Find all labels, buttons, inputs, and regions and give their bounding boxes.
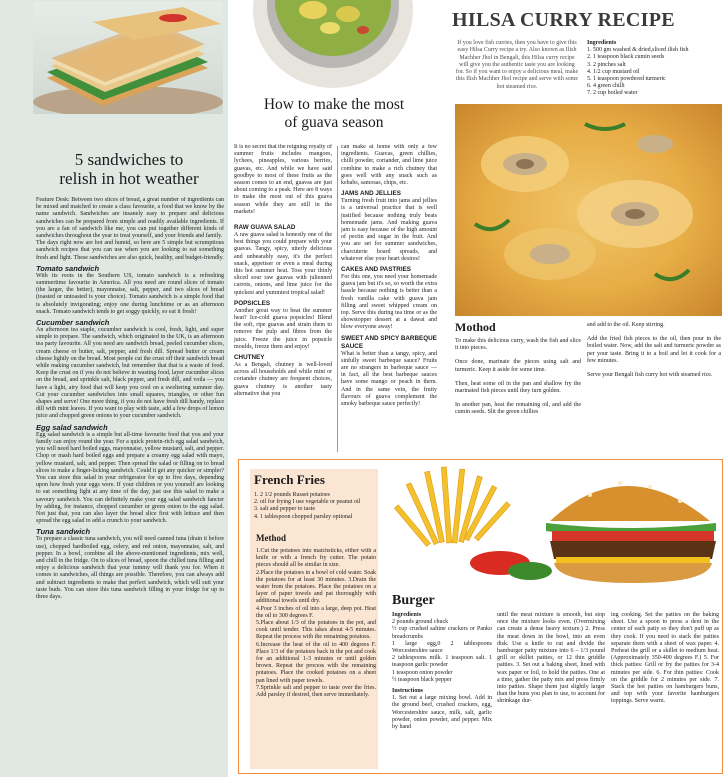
guava-intro: It is no secret that the reigning royalty of summer fruits includes mangoes, lychees, pineapples, various berries, guavas, etc. And while we have said goodbye to most of these fruits as the season comes to an end, guavas are just about coming to a peak. Here are 8 ways to make the most out of this guava season while they are still in the markets! (234, 144, 332, 215)
raw-salad-heading: RAW GUAVA SALAD (234, 224, 296, 232)
popsicles-text: Another great way to beat the summer heat? Ice-cold guava popsicles! Blend the soft, ripe guavas and strain them to remove the pulp and fibres from the juice. Freeze the juice in popsicle moulds, freeze them and enjoy! (234, 307, 332, 350)
guava-bowl-photo (238, 0, 428, 92)
cakes-text: For this one, you need your homemade guava jam but it's so, so worth the extra hassle because nothing is better than a fresh vanilla cake with guava jam filling and sweet whipped cream on top. Serve this during tea time or as the showstopper dessert at a dawat and blow everyone away! (341, 274, 437, 331)
sandwich-title-line-1: 5 sandwiches to (74, 150, 184, 169)
fries-step-5: 6.Increase the heat of the oil to 400 degrees F. Place 1/3 of the potatoes back in the pot and cook for an additional 1-3 minutes or until golden brown. Repeat the process with the remaining potatoes. Place the cooked potatoes on a sheet pan lined with paper towels. (256, 641, 376, 684)
fries-ingredient-4-num: 4. (254, 513, 260, 520)
hilsa-intro: If you love fish curries, then you have to give this easy Hilsa Curry recipe a try. Also known as Ilish Machher Jhol in Bengali, this Hilsa curry recipe will give you the authentic taste you are looking for. So if you want to enjoy a delicious meal, make this Ilish Machher Jhol recipe and serve with some hot steamed rice. (455, 40, 579, 90)
hilsa-step-1: To make this delicious curry, wash the fish and slice it into pieces. (455, 338, 581, 352)
sandwich-title-line-2: relish in hot weather (59, 169, 199, 188)
burger-instructions-heading: Instructions (392, 688, 424, 695)
guava-column-2 (341, 144, 437, 454)
sandwich-body (36, 197, 224, 775)
fries-ingredient-2-num: 2. (254, 499, 260, 506)
bbq-text: What is better than a tangy, spicy, and sinfully sweet barbeque sauce? Fruits are no strangers in barbeque sauce — in fact, all the best barbeque sauces have some mango or peach in them. And in the same vein, the fruity flavours of guava complement the smoky barbeque sauce perfectly! (341, 350, 437, 408)
burger-ingredient-2: ½ cup crushed saltine crackers or Panko breadcrumbs (392, 626, 492, 640)
raw-salad-text: A raw guava salad is honestly one of the best things you could prepare with your guavas. Tangy, spicy, utterly delicious and unbearably easy, it's the perfect snack, appetiser or even a meal during this hot summer heat. Toss your thinly sliced sour raw guavas with julienned carrots, onions, and lime juice for the quickest and yummiest tropical salad! (234, 232, 332, 296)
popsicles-heading: POPSICLES (234, 299, 271, 307)
burger-ingredient-4: 2 tablespoons milk. 1 teaspoon salt. 1 teaspoon garlic powder (392, 655, 492, 669)
hilsa-ingredient-5: 5. 1 teaspoon powdered turmeric (587, 76, 666, 83)
guava-column-1 (234, 144, 332, 454)
hilsa-method-col-2 (587, 322, 721, 379)
hilsa-ingredient-4: 4. 1/2 cup mustard oil (587, 68, 640, 75)
hilsa-ingredient-2: 2. 1 teaspoon black cumin seeds (587, 54, 665, 61)
tuna-heading: Tuna sandwich (36, 527, 91, 537)
chutney-text: As a Bengali, chutney is well-loved across all households and while mint or coriander chutney are frequent choices, guava chutney is another tasty alternative that you (234, 362, 332, 397)
hilsa-ingredient-6: 6. 4 green chilli (587, 83, 625, 90)
fries-ingredient-3-num: 3. (254, 506, 260, 513)
sandwich-intro: Feature Desk: Between two slices of bread, a great number of ingredients can be mixed and matched to create a class favourite, a food that we know by the name sandwich. Sandwiches are insanely easy to prepare and delicious sandwiches can be prepared from simple and readily available ingredients. If you are a fan of sandwich like me, you can put together different kinds of sandwiches throughout the year to treat yourself, and your friends and family. (36, 197, 224, 240)
burger-column-1 (392, 612, 492, 731)
hilsa-step-2: Once done, marinate the pieces using salt and turmeric. Keep it aside for some time. (455, 359, 581, 373)
hilsa-method-heading: Mothod (455, 320, 496, 334)
fries-step-4: 5.Place about 1/3 of the potatoes in the pot, and cook until tender. This takes about 4-5 minutes. Repeat the process with the remaining potatoes. (256, 620, 376, 641)
guava-title (234, 96, 434, 132)
fries-ingredient-3-text: salt and pepper to taste (260, 506, 315, 513)
fries-ingredient-2-text: oil for frying I use vegetable or peanut oil (260, 499, 361, 506)
tomato-heading: Tomato sandwich (36, 263, 100, 273)
jams-heading: JAMS AND JELLIES (341, 190, 401, 198)
fries-ingredient-4-text: 1 tablespoon chopped parsley optional (260, 513, 353, 520)
egg-text: Egg salad sandwich is a simple but all-time favourite food that you and your family can enjoy round the year. For a quick protein-rich egg salad sandwich, you will need hard boiled eggs, mayonnaise, yellow mustard, salt, and pepper. Chop or mash hard boiled eggs and prepare a creamy egg salad with mayo, yellow mustard, salt, and pepper. Then spread the salad or filling on to bread slices to make a finger-licking sandwich. Could it get any quicker or simpler? You can store this salad in your refrigerator for up to five days, depending upon how fresh your eggs were. If your children or you yourself are looking to eat something light at any time of the day, just use this salad to make a savoury sandwich. You can definitely make your egg salad sandwich fancier by adding, for instance, chopped cucumber or green onion to the egg salad. Not just that, you can also layer the bread slice first with lettuce and then spread the egg salad to add a crunch to your sandwich. (36, 431, 224, 525)
chutney-heading: CHUTNEY (234, 354, 265, 362)
hilsa-ingredients (587, 40, 721, 98)
cakes-heading: CAKES AND PASTRIES (341, 266, 411, 274)
chutney-continued: can make at home with only a few ingredients. Guavas, green chillies, chilli powder, coriander, and lime juice combine to make a rich chutney that goes well with any snack such as kebabs, samosas, chips, etc. (341, 144, 437, 187)
guava-title-line-2: of guava season (284, 114, 384, 131)
burger-ingredient-6: ½ teaspoon black pepper (392, 676, 452, 683)
fries-step-3: 4.Pour 3 inches of oil into a large, deep pot. Heat the oil to 300 degrees F. (256, 605, 376, 619)
fries-step-6: 7.Sprinkle salt and pepper to taste over the fries. Add parsley if desired, then serve immediately. (256, 684, 376, 699)
fries-steps (256, 548, 376, 766)
hilsa-step-3: Then, heat some oil in the pan and shallow fry the marinated fish pieces until they turn golden. (455, 380, 581, 395)
fries-ingredient-4 (254, 514, 376, 521)
fries-ingredients (254, 492, 376, 521)
burger-instructions-col-1: 1. Set out a large mixing bowl. Add in the ground beef, crushed crackers, egg, Worcestershire sauce, milk, salt, garlic powder, onion powder, and pepper. Mix by hand (392, 695, 492, 731)
fries-method-heading: Method (256, 533, 286, 543)
burger-instructions-col-2: until the meat mixture is smooth, but stop once the mixture looks even. (Overmixing can create a dense heavy texture.) 2. Press the meat down in the bowl, into an even disk. Use a knife to cut and divide the hamburger patty mixture into 6 – 1/3 pound grill or skillet patties, or 12 thin griddle patties. 3. Set out a baking sheet, lined with wax paper or foil, to hold the patties. One at a time, gather the patty mix and press firmly into patties. Shape them just slightly larger than the buns you plan to use, to account for shrinkage dur- (497, 612, 605, 705)
hilsa-step-6: Add the fried fish pieces to the oil, then pour in the boiled water. Now, add the salt and turmeric powder as per your taste. Bring it to a boil and let it cook for a few minutes. (587, 336, 721, 364)
bbq-heading: SWEET AND SPICY BARBEQUE SAUCE (341, 334, 437, 350)
burger-column-3 (611, 612, 719, 706)
cucumber-heading: Cucumber sandwich (36, 318, 110, 328)
hilsa-ingredient-3: 3. 2 pinches salt (587, 61, 626, 68)
sandwich-intro-2: The days right now are hot and humid, so here are 5 simple but scrumptious sandwich recipes that you can use when you are looking to eat something fresh and light. These sandwiches are also quick, healthy, and budget-friendly. (36, 240, 224, 261)
hilsa-ingredient-1: 1. 500 gm washed & dried,sliced ilish fish (587, 47, 689, 54)
burger-instructions-col-3: ing cooking. Set the patties on the baking sheet. Use a spoon to press a dent in the center of each patty so they don't puff up as they cook. If you need to stack the patties separate them with a sheet of wax paper. 4. Preheat the grill or a skillet to medium heat. (Approximately 350-400 degrees F.) 5. For thick patties: Grill or fry the patties for 3-4 minutes per side. 6. For thin patties: Cook on the griddle for 2 minutes per side. 7. Stack the hot patties on hamburgers buns, and top with your favorite hamburgers toppings. Serve warm. (611, 612, 719, 705)
burger-ingredient-1: 2 pounds ground chuck (392, 619, 449, 626)
tuna-text: To prepare a classic tuna sandwich, you will need canned tuna (drain it before use), chopped hardboiled egg, celery, and red onion, mayonnaise, salt, and pepper. In a bowl, combine all the above-mentioned ingredients, mix well, and chill in the fridge. On to slices of bread, spoon the chilled tuna filling and enjoy a delicious sandwich that your tummy will thank you for. When it comes to sandwiches, all things are possible. Therefore, you can always add and subtract ingredients to make that perfect sandwich, which will suit your taste buds. You can store this tuna sandwich filling in your fridge for up to three days. (36, 536, 224, 600)
fries-ingredient-1-num: 1. (254, 492, 260, 498)
fries-ingredient-1-text: 2 1/2 pounds Russet potatoes (260, 492, 330, 498)
sandwich-title (34, 150, 224, 188)
hilsa-method-col-1 (455, 338, 581, 417)
hilsa-ingredients-heading: Ingredients (587, 40, 617, 46)
tomato-text: With its roots in the Southern US, tomato sandwich is a refreshing summertime favourite in America. All you need are round slices of tomato (the larger, the better), mayonnaise, salt, pepper, and two slices of bread (toasted or untoasted is your choice). Tomato sandwich is a simple food that is absolutely invigorating; enjoy one during lunchtime or as an afternoon snack. Tomato sandwich tends to get soggy quickly, so eat it fresh! (36, 272, 224, 315)
fries-step-1: 1.Cut the potatoes into matchsticks, either with a knife or with a french fry cutter. The potato pieces should all be similar in size. (256, 548, 376, 569)
guava-column-divider (337, 146, 338, 452)
fries-title: French Fries (254, 472, 325, 487)
burger-ingredient-5: 1 teaspoon onion powder (392, 669, 453, 676)
hilsa-ingredient-7: 7. 2 cup boiled water (587, 90, 638, 97)
fries-step-2: 2.Place the potatoes in a bowl of cold water. Soak the potatoes for at least 30 minutes. 3.Drain the water from the potatoes. Place the potatoes on a layer of paper towels and pat thoroughly with additional towels until dry. (256, 569, 376, 605)
fries-ingredient-3 (254, 506, 376, 513)
sandwich-photo (33, 2, 223, 114)
burger-title: Burger (392, 593, 435, 608)
hilsa-step-4: In another pan, heat the remaining oil, and add the cumin seeds. Slit the green chillies (455, 402, 581, 416)
hilsa-step-5: and add to the oil. Keep stirring. (587, 322, 665, 328)
fries-ingredient-2 (254, 499, 376, 506)
cucumber-text: An afternoon tea staple, cucumber sandwich is cool, fresh, light, and super simple to prepare. The sandwich, which originated in the UK, is an afternoon tea party favourite. All you need are sandwich bread, peeled cucumber slices, cream cheese or butter, salt, pepper, and fresh dill. Spread butter or cream cheese lightly on the bread. Most people cut the crust off their sandwich bread while making cucumber sandwich, but remember that that is a waste of food. Keep the crust on if you do not believe in wasting food, layer cucumber slices on the bread, and sprinkle salt, black pepper, and fresh dill, and voila — you have a light, airy food that will keep you cool on a sweltering summer day. Cut your cucumber sandwiches into small squares, triangles, or other fun shapes and serve! One more thing, if you do not have fresh dill handy, replace dill with mint leaves. If you want to play with taste, add a few drops of lemon juice and chopped green onions to your cucumber sandwich. (36, 327, 224, 420)
burger-column-2 (497, 612, 605, 706)
jams-text: Turning fresh fruit into jams and jellies is a universal practice that is well justified because nothing truly beats homemade jams. And making guava jam is easy because of the high amount of pectin and sugar in the fruit. And you are set for summer sandwiches, charcuterie board spreads, and whatever else your heart desires! (341, 198, 437, 262)
hilsa-step-7: Serve your Bengali fish curry hot with steamed rice. (587, 372, 713, 379)
fries-burger-photo (380, 461, 722, 589)
guava-title-line-1: How to make the most (263, 96, 405, 113)
hilsa-title: HILSA CURRY RECIPE (452, 9, 675, 31)
burger-ingredient-3: 1 large egg,0 2 tablespoons Worcestershire sauce (392, 640, 492, 655)
hilsa-curry-photo (455, 104, 722, 316)
burger-ingredients-heading: Ingredients (392, 612, 422, 618)
egg-heading: Egg salad sandwich (36, 422, 108, 432)
